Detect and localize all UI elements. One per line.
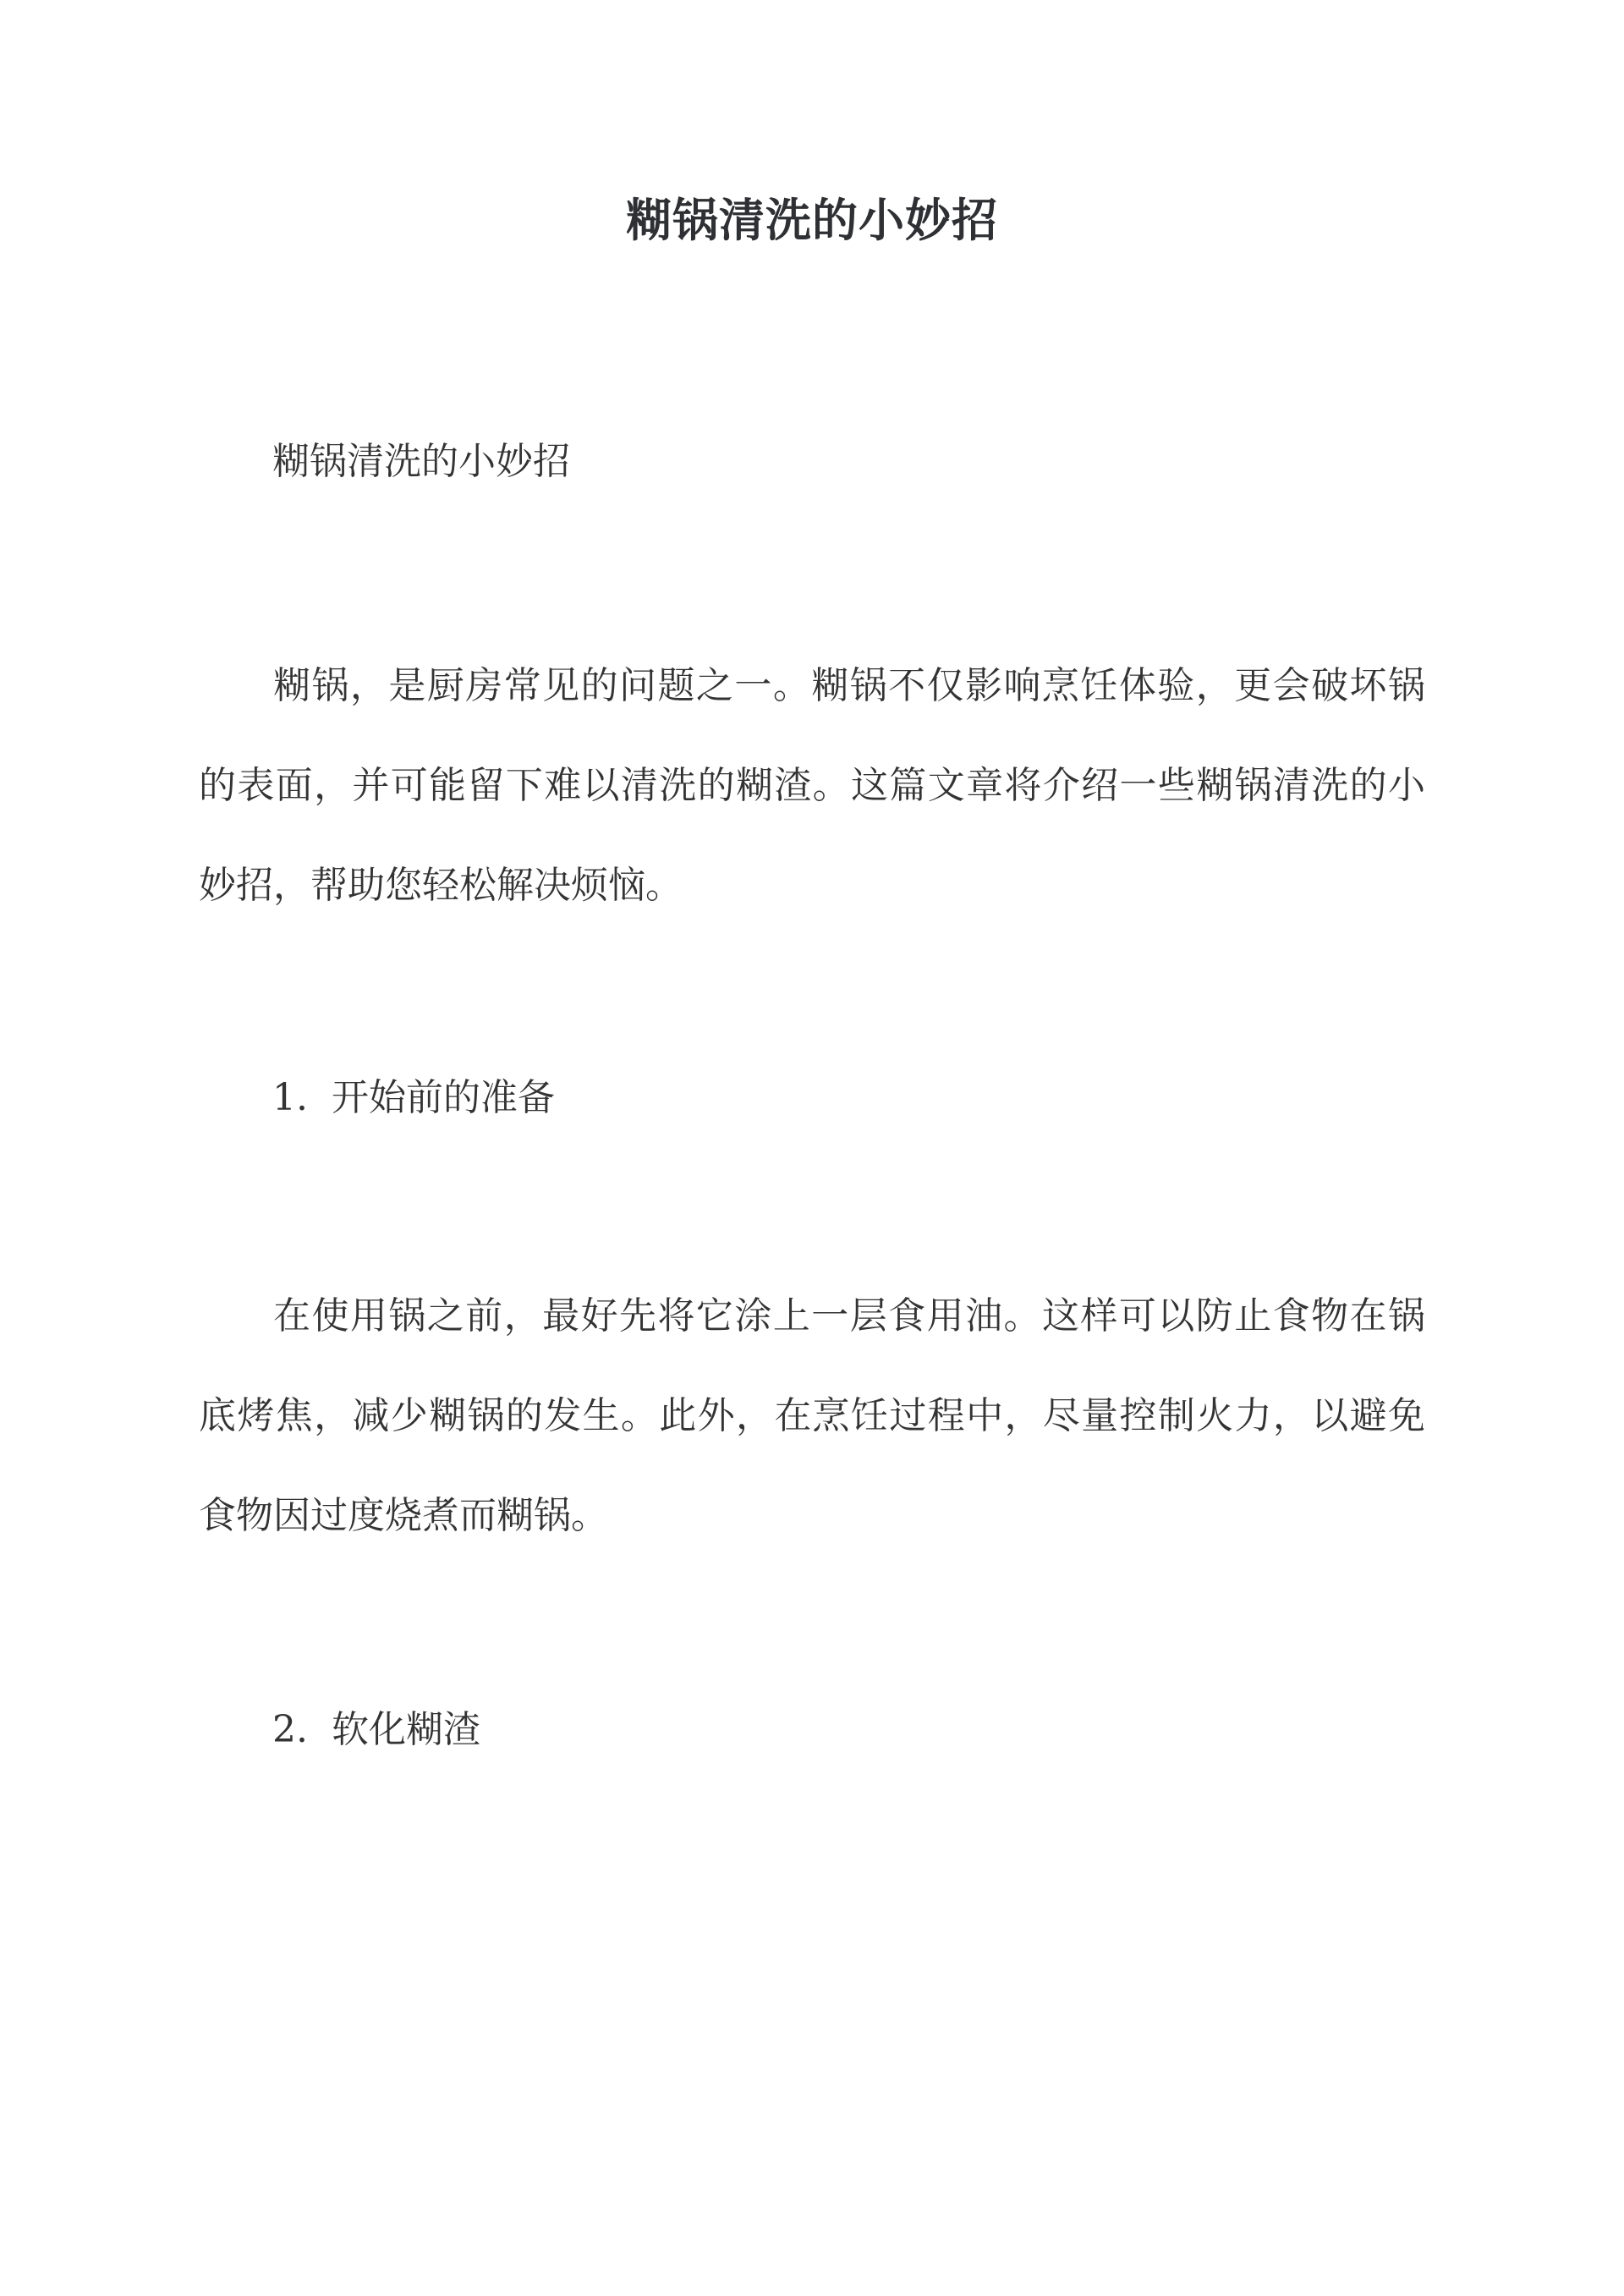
- section-heading-2: [272, 1708, 480, 1753]
- intro-paragraph: 糊锅，是厨房常见的问题之一。糊锅不仅影响烹饪体验，更会破坏锅的表面，并可能留下难以清洗的糊渣。这篇文章将介绍一些糊锅清洗的小妙招，帮助您轻松解决烦恼。: [199, 664, 1425, 907]
- section-number: 1.: [272, 1076, 308, 1119]
- section-heading-1: [272, 1076, 555, 1121]
- document-subtitle: 糊锅清洗的小妙招: [272, 440, 570, 483]
- section-title: 软化糊渣: [331, 1708, 480, 1751]
- section-title: 开始前的准备: [331, 1076, 555, 1119]
- document-title: 糊锅清洗的小妙招: [626, 193, 998, 247]
- section-1-paragraph: 在使用锅之前，最好先将它涂上一层食用油。这样可以防止食物在锅底烤焦，减少糊锅的发生。此外，在烹饪过程中，尽量控制火力，以避免食物因过度烧煮而糊锅。: [199, 1294, 1425, 1537]
- section-number: 2.: [272, 1708, 308, 1751]
